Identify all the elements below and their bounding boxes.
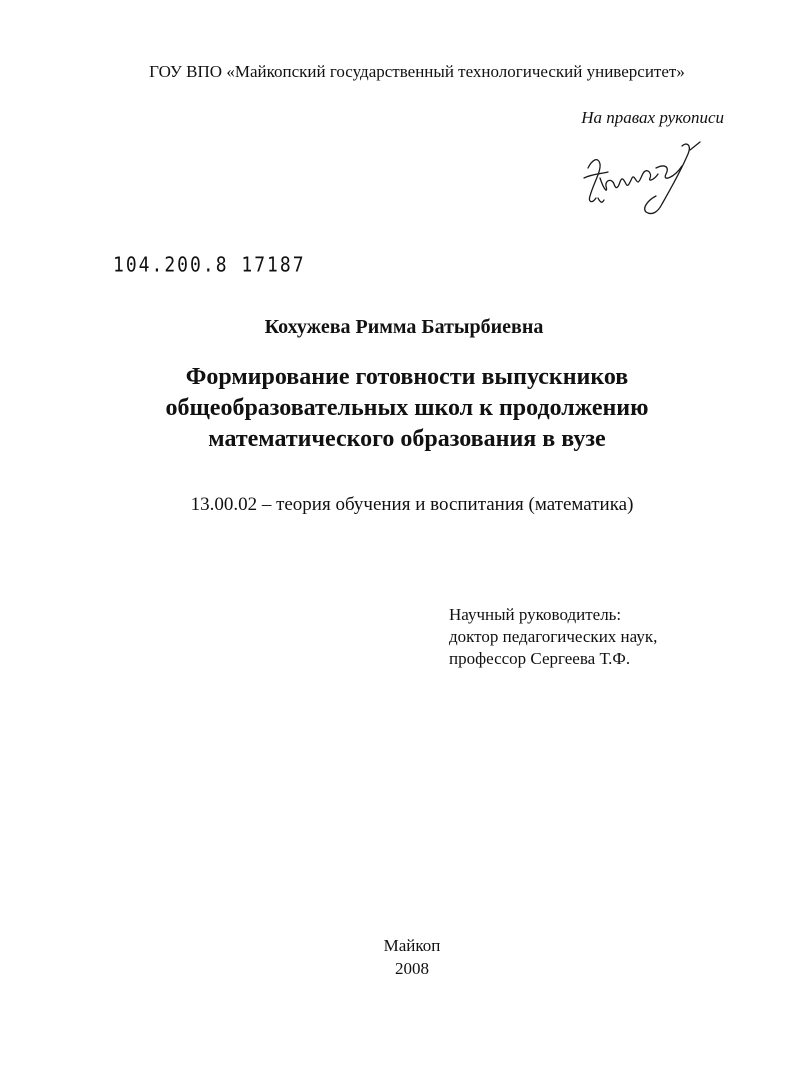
institution-name: ГОУ ВПО «Майкопский государственный технологический университет» (149, 62, 685, 81)
title-line: общеобразовательных школ к продолжению (165, 395, 649, 421)
supervisor-block (449, 604, 657, 670)
title-line: математического образования в вузе (208, 426, 606, 452)
rights-note: На правах рукописи (581, 108, 724, 127)
specialty-code: 13.00.02 – теория обучения и воспитания (математика) (190, 494, 634, 515)
author-name: Кохужева Римма Батырбиевна (264, 316, 544, 338)
place-and-year (0, 934, 794, 980)
library-stamp-number: 104.200.8 17187 (113, 253, 306, 278)
supervisor-line: профессор Сергеева Т.Ф. (449, 649, 631, 668)
dissertation-title (0, 362, 794, 455)
title-line: Формирование готовности выпускников (185, 364, 629, 390)
supervisor-line: Научный руководитель: (449, 605, 622, 624)
supervisor-line: доктор педагогических наук, (449, 627, 658, 646)
signature-icon (578, 138, 708, 220)
city-name: Майкоп (383, 936, 441, 955)
year: 2008 (395, 959, 429, 978)
